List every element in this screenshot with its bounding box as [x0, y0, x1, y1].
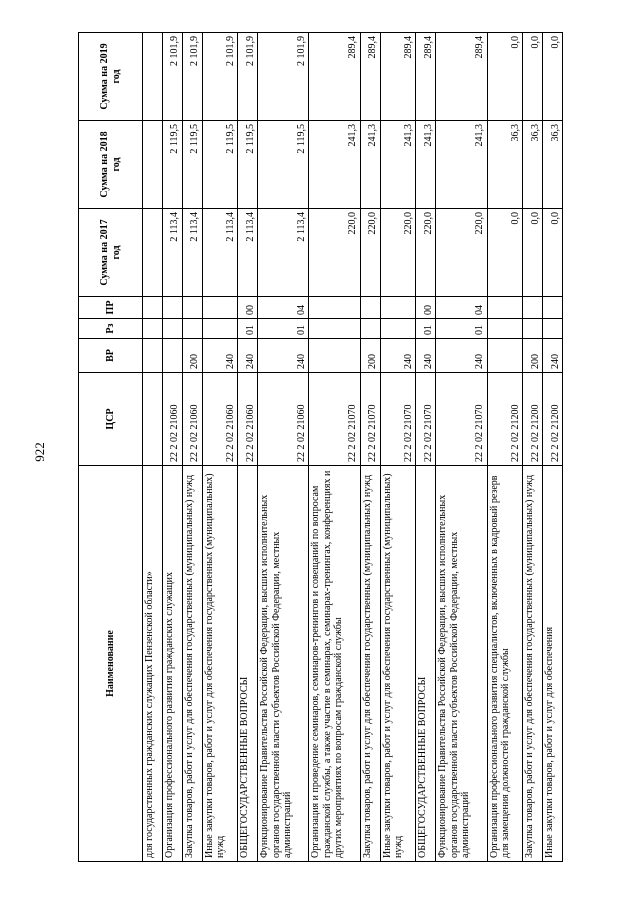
cell-csr: 22 2 02 21200: [523, 373, 543, 466]
cell-sum-2019: 2 101,9: [238, 33, 258, 121]
cell-sum-2018: 2 119,5: [182, 121, 202, 209]
cell-sum-2018: 241,3: [416, 121, 436, 209]
header-vr: ВР: [79, 339, 143, 373]
cell-sum-2018: 2 119,5: [258, 121, 309, 209]
cell-sum-2017: 0,0: [487, 209, 523, 297]
cell-csr: 22 2 02 21060: [202, 373, 238, 466]
cell-sum-2017: 220,0: [309, 209, 360, 297]
cell-name: Функционирование Правительства Российской Федерации, высших исполнительных органов государственной власти субъектов Российской Федерации, местных администраций: [436, 466, 487, 862]
cell-sum-2018: 2 119,5: [162, 121, 182, 209]
cell-rz: 01: [436, 319, 487, 339]
cell-vr: [143, 339, 163, 373]
cell-csr: 22 2 02 21060: [162, 373, 182, 466]
table-row: [182, 33, 202, 862]
cell-sum-2017: 2 113,4: [162, 209, 182, 297]
cell-sum-2018: 241,3: [436, 121, 487, 209]
table-row: [309, 33, 360, 862]
cell-sum-2018: 36,3: [543, 121, 563, 209]
cell-sum-2019: 0,0: [487, 33, 523, 121]
cell-name: для государственных гражданских служащих Пензенской области»: [143, 466, 163, 862]
cell-csr: 22 2 02 21070: [416, 373, 436, 466]
cell-pr: [523, 297, 543, 319]
cell-sum-2017: 2 113,4: [202, 209, 238, 297]
cell-csr: 22 2 02 21060: [182, 373, 202, 466]
header-sum-2019: Сумма на 2019 год: [79, 33, 143, 121]
cell-sum-2018: 241,3: [380, 121, 416, 209]
cell-name: Функционирование Правительства Российской Федерации, высших исполнительных органов государственной власти субъектов Российской Федерации, местных администраций: [258, 466, 309, 862]
cell-vr: 200: [523, 339, 543, 373]
cell-rz: 01: [416, 319, 436, 339]
cell-rz: [202, 319, 238, 339]
cell-rz: [182, 319, 202, 339]
cell-name: Организация и проведение семинаров, семинаров-тренингов и совещаний по вопросам гражданской службы, а также участие в семинарах, семинарах-тренингах, конференциях и других мероприятиях по вопросам гражданской службы: [309, 466, 360, 862]
cell-pr: [543, 297, 563, 319]
cell-pr: [182, 297, 202, 319]
cell-vr: 240: [436, 339, 487, 373]
table-row: [238, 33, 258, 862]
cell-csr: 22 2 02 21070: [309, 373, 360, 466]
table-row: [258, 33, 309, 862]
cell-csr: 22 2 02 21060: [258, 373, 309, 466]
cell-sum-2017: [143, 209, 163, 297]
cell-rz: [143, 319, 163, 339]
cell-csr: [143, 373, 163, 466]
cell-csr: 22 2 02 21070: [380, 373, 416, 466]
cell-sum-2018: 36,3: [487, 121, 523, 209]
header-sum-2017: Сумма на 2017 год: [79, 209, 143, 297]
table-row: [380, 33, 416, 862]
header-pr: ПР: [79, 297, 143, 319]
cell-sum-2019: 2 101,9: [258, 33, 309, 121]
cell-sum-2018: 241,3: [360, 121, 380, 209]
cell-sum-2018: [143, 121, 163, 209]
cell-name: Иные закупки товаров, работ и услуг для обеспечения: [543, 466, 563, 862]
table-row: [523, 33, 543, 862]
table-body: [143, 33, 563, 862]
cell-sum-2019: 289,4: [380, 33, 416, 121]
budget-table: [78, 32, 563, 862]
cell-sum-2017: 220,0: [380, 209, 416, 297]
page-number: 922: [32, 442, 47, 462]
cell-rz: [380, 319, 416, 339]
cell-sum-2019: [143, 33, 163, 121]
table-row: [416, 33, 436, 862]
cell-pr: [360, 297, 380, 319]
cell-sum-2017: 220,0: [436, 209, 487, 297]
table-header-row: [79, 33, 143, 862]
cell-vr: [162, 339, 182, 373]
cell-csr: 22 2 02 21060: [238, 373, 258, 466]
cell-rz: [543, 319, 563, 339]
table-row: [543, 33, 563, 862]
cell-name: Закупка товаров, работ и услуг для обеспечения государственных (муниципальных) нужд: [360, 466, 380, 862]
cell-rz: [360, 319, 380, 339]
cell-sum-2019: 0,0: [543, 33, 563, 121]
cell-sum-2019: 289,4: [360, 33, 380, 121]
cell-name: Закупка товаров, работ и услуг для обеспечения государственных (муниципальных) нужд: [182, 466, 202, 862]
cell-sum-2018: 36,3: [523, 121, 543, 209]
cell-vr: 240: [416, 339, 436, 373]
cell-sum-2017: 2 113,4: [258, 209, 309, 297]
cell-sum-2019: 2 101,9: [182, 33, 202, 121]
cell-sum-2017: 0,0: [523, 209, 543, 297]
cell-csr: 22 2 02 21200: [487, 373, 523, 466]
cell-pr: [487, 297, 523, 319]
cell-sum-2017: 0,0: [543, 209, 563, 297]
cell-name: Организация профессионального развития специалистов, включенных в кадровый резерв для замещения должностей гражданской службы: [487, 466, 523, 862]
cell-rz: [487, 319, 523, 339]
cell-pr: 00: [238, 297, 258, 319]
cell-vr: 240: [202, 339, 238, 373]
cell-sum-2019: 2 101,9: [162, 33, 182, 121]
cell-sum-2018: 241,3: [309, 121, 360, 209]
cell-vr: 200: [182, 339, 202, 373]
cell-sum-2019: 0,0: [523, 33, 543, 121]
rotated-table-wrapper: [78, 33, 563, 862]
cell-rz: [162, 319, 182, 339]
cell-pr: [309, 297, 360, 319]
cell-name: Организация профессионального развития гражданских служащих: [162, 466, 182, 862]
cell-sum-2018: 2 119,5: [202, 121, 238, 209]
cell-name: ОБЩЕГОСУДАРСТВЕННЫЕ ВОПРОСЫ: [416, 466, 436, 862]
cell-vr: 240: [238, 339, 258, 373]
cell-pr: 04: [258, 297, 309, 319]
header-sum-2018: Сумма на 2018 год: [79, 121, 143, 209]
cell-sum-2017: 2 113,4: [182, 209, 202, 297]
cell-sum-2019: 289,4: [416, 33, 436, 121]
cell-sum-2017: 220,0: [416, 209, 436, 297]
cell-vr: 200: [360, 339, 380, 373]
header-csr: ЦСР: [79, 373, 143, 466]
table-row: [202, 33, 238, 862]
cell-sum-2019: 289,4: [436, 33, 487, 121]
cell-pr: [202, 297, 238, 319]
cell-rz: 01: [238, 319, 258, 339]
cell-pr: 00: [416, 297, 436, 319]
table-row: [162, 33, 182, 862]
cell-pr: [380, 297, 416, 319]
cell-name: Закупка товаров, работ и услуг для обеспечения государственных (муниципальных) нужд: [523, 466, 543, 862]
header-rz: Рз: [79, 319, 143, 339]
table-row: [436, 33, 487, 862]
cell-vr: 240: [380, 339, 416, 373]
cell-sum-2017: 2 113,4: [238, 209, 258, 297]
cell-csr: 22 2 02 21070: [360, 373, 380, 466]
cell-sum-2018: 2 119,5: [238, 121, 258, 209]
cell-pr: [162, 297, 182, 319]
cell-pr: [143, 297, 163, 319]
cell-rz: [309, 319, 360, 339]
header-name: Наименование: [79, 466, 143, 862]
table-row: [487, 33, 523, 862]
cell-pr: 04: [436, 297, 487, 319]
cell-name: Иные закупки товаров, работ и услуг для обеспечения государственных (муниципальных) нужд: [380, 466, 416, 862]
cell-sum-2019: 2 101,9: [202, 33, 238, 121]
cell-vr: 240: [543, 339, 563, 373]
cell-sum-2017: 220,0: [360, 209, 380, 297]
cell-vr: 240: [258, 339, 309, 373]
cell-name: Иные закупки товаров, работ и услуг для обеспечения государственных (муниципальных) нужд: [202, 466, 238, 862]
cell-csr: 22 2 02 21200: [543, 373, 563, 466]
cell-rz: 01: [258, 319, 309, 339]
cell-vr: [487, 339, 523, 373]
table-row: [143, 33, 163, 862]
cell-rz: [523, 319, 543, 339]
cell-sum-2019: 289,4: [309, 33, 360, 121]
table-row: [360, 33, 380, 862]
cell-vr: [309, 339, 360, 373]
cell-csr: 22 2 02 21070: [436, 373, 487, 466]
cell-name: ОБЩЕГОСУДАРСТВЕННЫЕ ВОПРОСЫ: [238, 466, 258, 862]
